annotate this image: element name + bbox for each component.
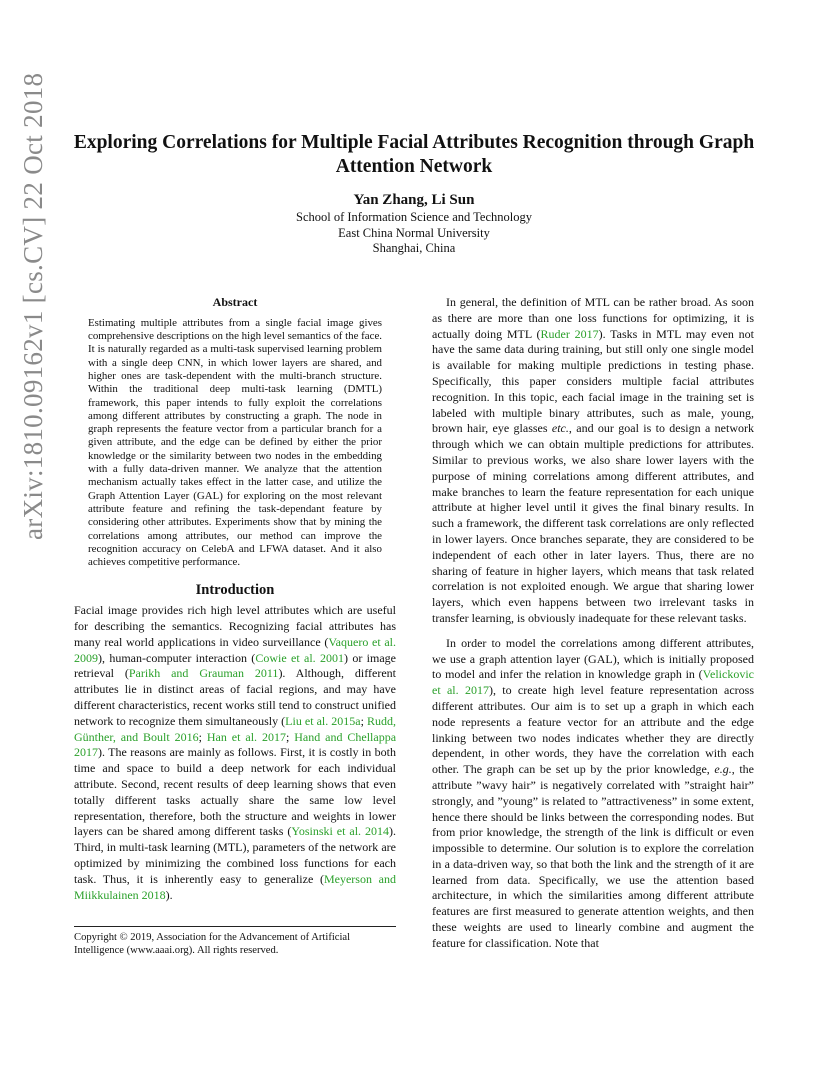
citation-link[interactable]: Liu et al. 2015a: [285, 713, 361, 728]
abstract-body: Estimating multiple attributes from a single facial image gives comprehensive descriptions on the high level semantics of the face. It is naturally regarded as a multi-task supervised learning problem with a single deep CNN, in which lower layers are shared, and higher ones are task-dependent with the multi-branch structure. Within the traditional deep multi-task learning (DMTL) framework, this paper intends to fully exploit the correlations among different attributes by constructing a graph. The node in graph represents the feature vector from a particular branch for a given attribute, and the edge can be defined by either the prior knowledge or the similarity between two nodes in the embedding with a fully data-driven manner. We analyze that the attention mechanism actually takes effect in the latter case, and utilize the Graph Attention Layer (GAL) for exploring on the most relevant attribute feature and refining the task-dependant feature by considering other attributes. Experiments show that by mining the correlations among attributes, our method can improve the recognition accuracy on CelebA and LFWA dataset. And it also achieves competitive performance.: [88, 316, 382, 569]
paragraph-text: ).: [165, 887, 173, 902]
italic-text: etc.: [551, 421, 569, 436]
paragraph-text: , and our goal is to design a network through which we can obtain multiple predictions for attributes. Similar to previous works, we also share lower layers with the purpose of mining correlations among different attributes, and make branches to learn the feature representation for each unique attribute at higher level until it gives the final binary results. In such a framework, the different task correlations are only reflected in lower layers. Once branches separate, they are considered to be independent of each other in later layers. Thus, there are no sharing of feature in higher layers, which means that task related correlation is not exploited enough. We argue that sharing lower layers, which even happens between two irrelevant tasks in transfer learning, is obviously inadequate for these relevant tasks.: [432, 421, 754, 625]
affiliation-line: East China Normal University: [338, 225, 490, 240]
citation-link[interactable]: Rudd, Günther, and Boult 2016: [74, 713, 396, 744]
body-paragraph: [432, 295, 754, 627]
section-heading-introduction: Introduction: [195, 582, 275, 599]
citation-link[interactable]: Cowie et al. 2001: [255, 650, 344, 665]
paragraph-text: ;: [285, 729, 295, 744]
paragraph-text: ). The reasons are mainly as follows. First, it is costly in both time and space to build a deep network for each individual attribute. Second, recent results of deep learning shows that even totally different tasks actually share the same low level representation, therefore, both the structure and weights in lower layers can be shared among different tasks (: [74, 745, 396, 839]
arxiv-identifier-stamp: arXiv:1810.09162v1 [cs.CV] 22 Oct 2018: [18, 72, 48, 540]
citation-link[interactable]: Han et al. 2017: [206, 729, 286, 744]
paragraph-text: Facial image provides rich high level attributes which are useful for describing the semantics. Recognizing facial attributes has many real world applications in video surveillance (: [74, 603, 396, 649]
abstract-heading: Abstract: [212, 295, 258, 309]
affiliation-line: Shanghai, China: [372, 241, 456, 255]
paragraph-text: ) or image retrieval (: [74, 650, 396, 681]
paragraph-text: ;: [198, 729, 207, 744]
paragraph-text: ;: [360, 713, 367, 728]
paragraph-text: ), to create high level feature representation across different attributes. Our aim is to set up a graph in which each node represents a feature vector for an attribute and the edge linking between two nodes indicates whether they are directly dependent, in other words, they have the correlation with each other. The graph can be set up by the prior knowledge,: [432, 683, 754, 777]
citation-link[interactable]: Yosinski et al. 2014: [291, 824, 390, 839]
affiliation-line: School of Information Science and Technology: [296, 210, 532, 224]
paragraph-text: In order to model the correlations among different attributes, we use a graph attention layer (GAL), which is initially proposed to model and infer the relation in knowledge graph in (: [432, 635, 754, 682]
citation-link[interactable]: Hand and Chellappa 2017: [74, 729, 397, 760]
paper-title: Exploring Correlations for Multiple Facial Attributes Recognition through Graph Attention Network: [73, 132, 755, 177]
paragraph-text: ). Tasks in MTL may even not have the same data during training, but still only one single model is available for making multiple predictions in testing phase. Specifically, this paper considers multiple facial attributes recognition. In this topic, each facial image in the training set is labeled with multiple binary attributes, such as male, young, brown hair, eye glasses: [432, 326, 754, 436]
author-affiliation: [0, 210, 828, 257]
paragraph-text: ). Although, different attributes lie in distinct areas of facial regions, and may have different characteristics, recent works still tend to construct unified network to recognize them simultaneously (: [74, 666, 396, 728]
paragraph-text: In general, the definition of MTL can be rather broad. As soon as there are more than one loss functions for optimizing, it is actually doing MTL (: [432, 295, 754, 341]
paragraph-text: , the attribute ”wavy hair” is negatively correlated with ”straight hair” strongly, and ”young” is related to ”attractiveness” in some extent, hence there should be links between the corresponding nodes. But from prior knowledge, the strength of the link is difficult or even impossible to determine. Our solution is to explore the correlation in a data-driven way, so that both the link and the strength of it are learned from data. Specifically, we use the attention based architecture, in which the similarities among different attribute features are first measured to generate attention weights, and then these weights are used to linearly combine and augment the feature for classification. Note that: [432, 762, 755, 950]
citation-link[interactable]: Velickovic et al. 2017: [432, 667, 754, 698]
citation-link[interactable]: Ruder 2017: [540, 326, 599, 341]
citation-link[interactable]: Parikh and Grauman 2011: [128, 666, 279, 681]
italic-text: e.g.: [714, 762, 732, 777]
citation-link[interactable]: Meyerson and Miikkulainen 2018: [74, 871, 396, 902]
intro-paragraph: [74, 603, 396, 903]
paragraph-text: ), human-computer interaction (: [98, 650, 256, 665]
copyright-footnote: Copyright © 2019, Association for the Advancement of Artificial Intelligence (www.aaai.org). All rights reserved.: [74, 926, 396, 957]
paper-authors: Yan Zhang, Li Sun: [353, 192, 475, 208]
paragraph-text: ). Third, in multi-task learning (MTL), parameters of the network are optimized by minimizing the combined loss functions for each task. Thus, it is inherently easy to generalize (: [74, 824, 397, 886]
left-column: [74, 295, 396, 903]
citation-link[interactable]: Vaquero et al. 2009: [74, 634, 396, 665]
right-column: [432, 295, 754, 952]
body-paragraph: [432, 636, 754, 952]
